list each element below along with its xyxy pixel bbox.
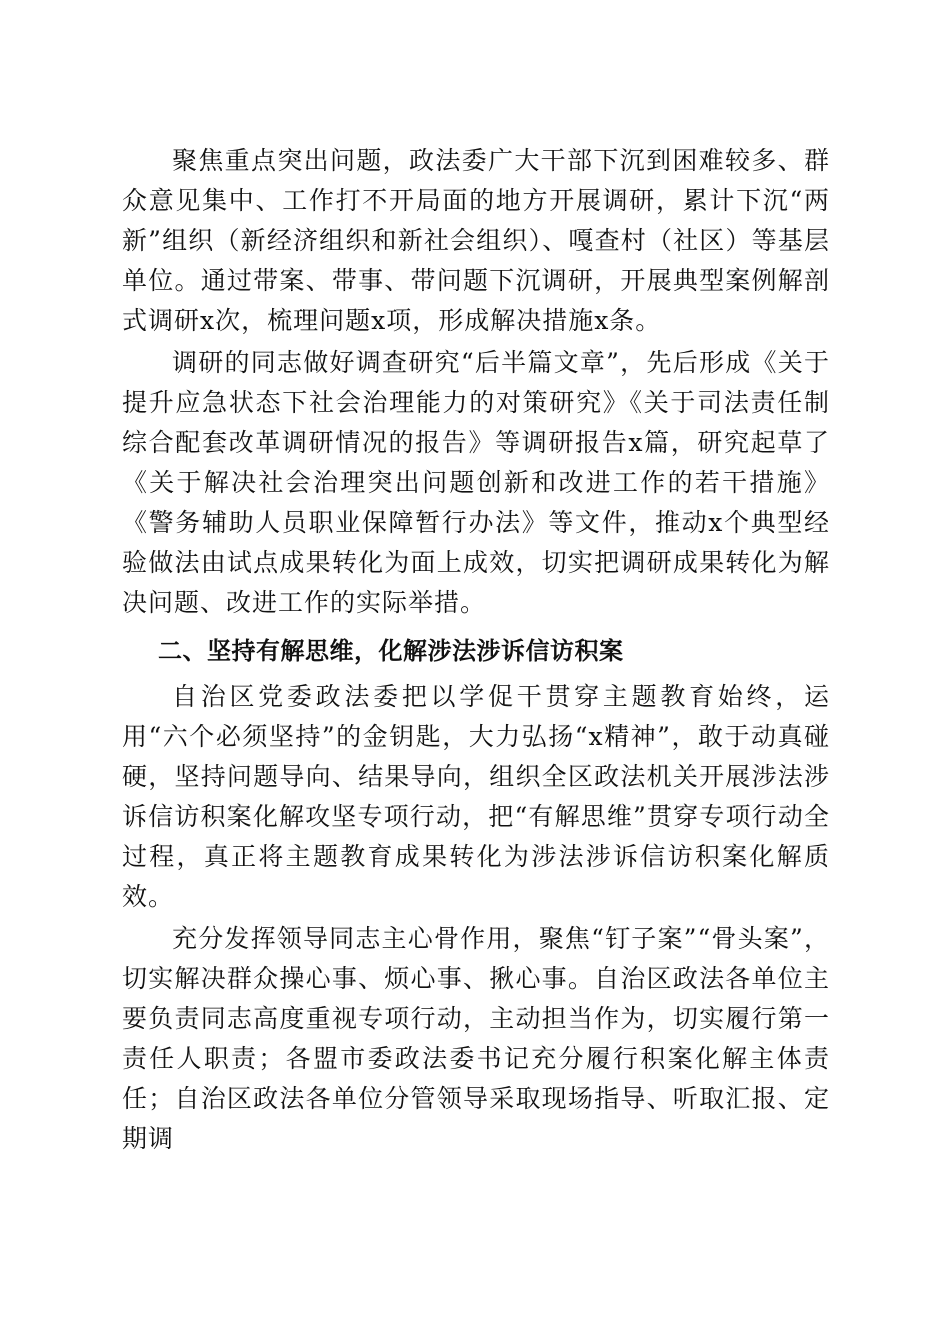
document-body [122, 141, 830, 1161]
section-heading: 二、坚持有解思维，化解涉法涉诉信访积案 [158, 637, 624, 665]
body-paragraph: 聚焦重点突出问题，政法委广大干部下沉到困难较多、群众意见集中、工作打不开局面的地方开展调研，累计下沉“两新”组织（新经济组织和新社会组织）、嘎查村（社区）等基层单位。通过带案、带事、带问题下沉调研，开展典型案例解剖式调研x次，梳理问题x项，形成解决措施x条。 [122, 146, 830, 335]
body-paragraph: 调研的同志做好调查研究“后半篇文章”，先后形成《关于提升应急状态下社会治理能力的对策研究》《关于司法责任制综合配套改革调研情况的报告》等调研报告x篇，研究起草了《关于解决社会治理突出问题创新和改进工作的若干措施》《警务辅助人员职业保障暂行办法》等文件，推动x个典型经验做法由试点成果转化为面上成效，切实把调研成果转化为解决问题、改进工作的实际举措。 [122, 348, 830, 617]
body-paragraph: 充分发挥领导同志主心骨作用，聚焦“钉子案”“骨头案”，切实解决群众操心事、烦心事、揪心事。自治区政法各单位主要负责同志高度重视专项行动，主动担当作为，切实履行第一责任人职责；各盟市委政法委书记充分履行积案化解主体责任；自治区政法各单位分管领导采取现场指导、听取汇报、定期调 [122, 924, 830, 1153]
body-paragraph: 自治区党委政法委把以学促干贯穿主题教育始终，运用“六个必须坚持”的金钥匙，大力弘扬“x精神”，敢于动真碰硬，坚持问题导向、结果导向，组织全区政法机关开展涉法涉诉信访积案化解攻坚专项行动，把“有解思维”贯穿专项行动全过程，真正将主题教育成果转化为涉法涉诉信访积案化解质效。 [122, 682, 830, 911]
